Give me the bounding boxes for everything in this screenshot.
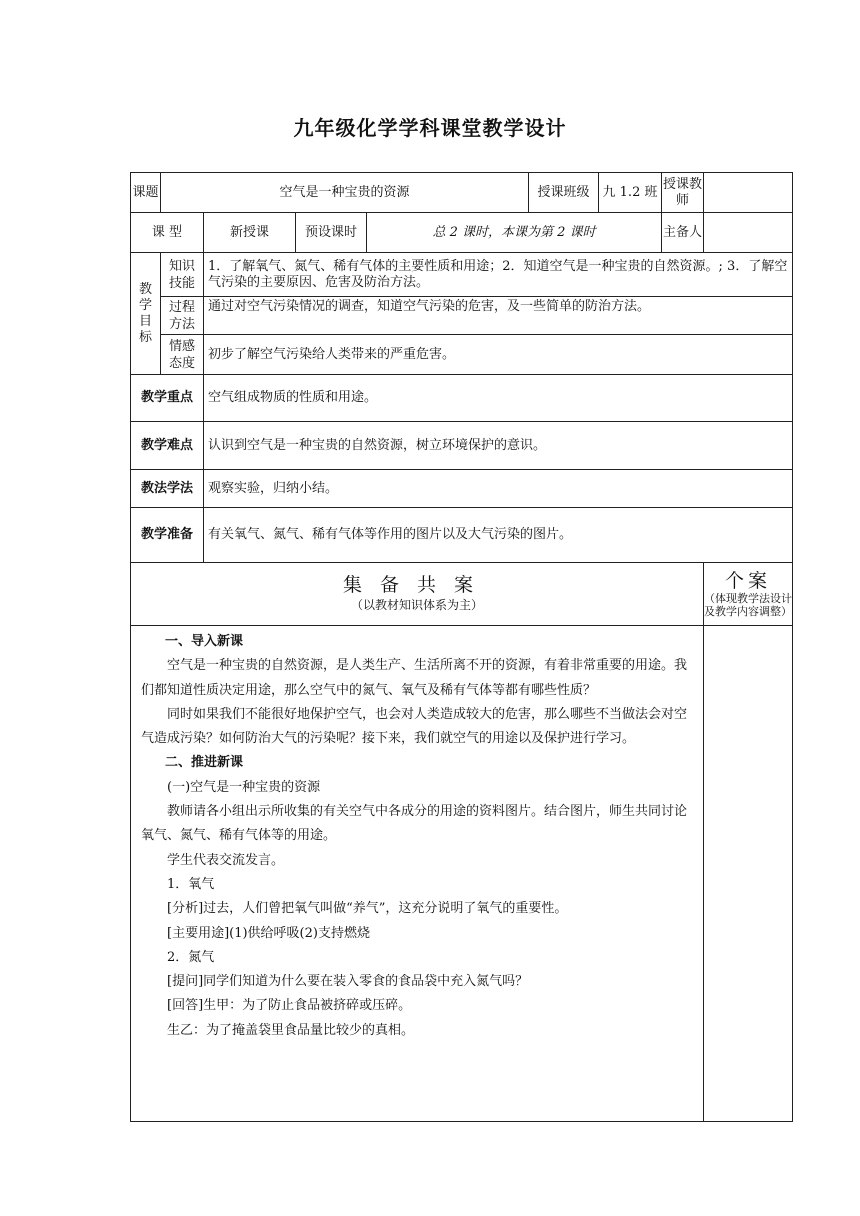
goal-process-label [161,297,204,335]
side-heading-cell [704,563,793,626]
row-label-key-points: 教学重点 [131,375,204,422]
lead-label: 主备人 [662,213,704,253]
row-text-difficulties: 认识到空气是一种宝贵的自然资源，树立环境保护的意识。 [204,422,793,470]
row-text-methods: 观察实验，归纳小结。 [204,470,793,508]
paragraph: 空气是一种宝贵的自然资源，是人类生产、生活所离不开的资源，有着非常重要的用途。我们都知道性质决定用途，那么空气中的氮气、氧气及稀有气体等都有哪些性质？ [141,658,688,698]
side-content [704,626,793,1122]
side-heading: 个案 [725,570,772,592]
class-value: 九 1.2 班 [599,173,662,213]
paragraph: [分析]过去，人们曾把氧气叫做“养气”，这充分说明了氧气的重要性。 [167,901,568,917]
paragraph: [提问]同学们知道为什么要在装入零食的食品袋中充入氮气吗？ [167,974,529,990]
paragraph: (一)空气是一种宝贵的资源 [167,779,321,795]
plan-heading-cell [131,563,704,626]
hours-value: 总 2 课时，本课为第 2 课时 [367,213,662,253]
type-label: 课 型 [131,213,204,253]
paragraph: 教师请各小组出示所收集的有关空气中各成分的用途的资料图片。结合图片，师生共同讨论氧气、氮气、稀有气体等的用途。 [141,804,688,844]
paragraph: 学生代表交流发言。 [167,852,285,868]
row-label-methods: 教法学法 [131,470,204,508]
plan-subheading: （以教材知识体系为主） [351,598,484,612]
class-label: 授课班级 [529,173,599,213]
paragraph: [回答]生甲：为了防止食品被挤碎或压碎。 [167,998,412,1014]
row-label-preparation: 教学准备 [131,508,204,563]
row-label-difficulties: 教学难点 [131,422,204,470]
section-heading-intro: 一、导入新课 [165,634,244,649]
teacher-value [704,173,793,213]
goal-emotion-label [161,335,204,375]
goal-process-label-text: 过程方法 [168,299,195,332]
paragraph: 2．氮气 [167,949,215,965]
type-value: 新授课 [204,213,296,253]
goal-process-text: 通过对空气污染情况的调查，知道空气污染的危害，及一些简单的防治方法。 [204,297,793,335]
goals-label [131,253,161,375]
hours-label: 预设课时 [296,213,367,253]
goal-knowledge-label [161,253,204,297]
goal-knowledge-label-text: 知识技能 [168,258,195,291]
topic-label: 课题 [131,173,161,213]
section-heading-new: 二、推进新课 [165,755,244,771]
lesson-plan-table [130,172,793,1122]
teacher-label: 授课教师 [662,173,704,213]
paragraph: 生乙：为了掩盖袋里食品量比较少的真相。 [167,1022,415,1038]
goal-knowledge-text: 1．了解氧气、氮气、稀有气体的主要性质和用途；2．知道空气是一种宝贵的自然资源。; 3．了解空气污染的主要原因、危害及防治方法。 [204,253,793,297]
document-title: 九年级化学学科课堂教学设计 [293,116,567,140]
goal-emotion-label-text: 情感态度 [168,338,195,371]
paragraph: 同时如果我们不能很好地保护空气，也会对人类造成较大的危害，那么哪些不当做法会对空气造成污染？如何防治大气的污染呢？接下来，我们就空气的用途以及保护进行学习。 [141,706,688,747]
goal-emotion-text: 初步了解空气污染给人类带来的严重危害。 [204,335,793,375]
paragraph: 1．氧气 [167,876,215,892]
side-note: （体现教学法设计及教学内容调整） [704,592,793,618]
row-text-key-points: 空气组成物质的性质和用途。 [204,375,793,422]
plan-content [131,626,704,1122]
lead-value [704,213,793,253]
goals-label-text: 教学目标 [138,281,152,345]
paragraph: [主要用途](1)供给呼吸(2)支持燃烧 [167,925,370,941]
row-text-preparation: 有关氧气、氮气、稀有气体等作用的图片以及大气污染的图片。 [204,508,793,563]
topic-value: 空气是一种宝贵的资源 [161,173,529,213]
plan-heading: 集备共案 [343,574,492,596]
